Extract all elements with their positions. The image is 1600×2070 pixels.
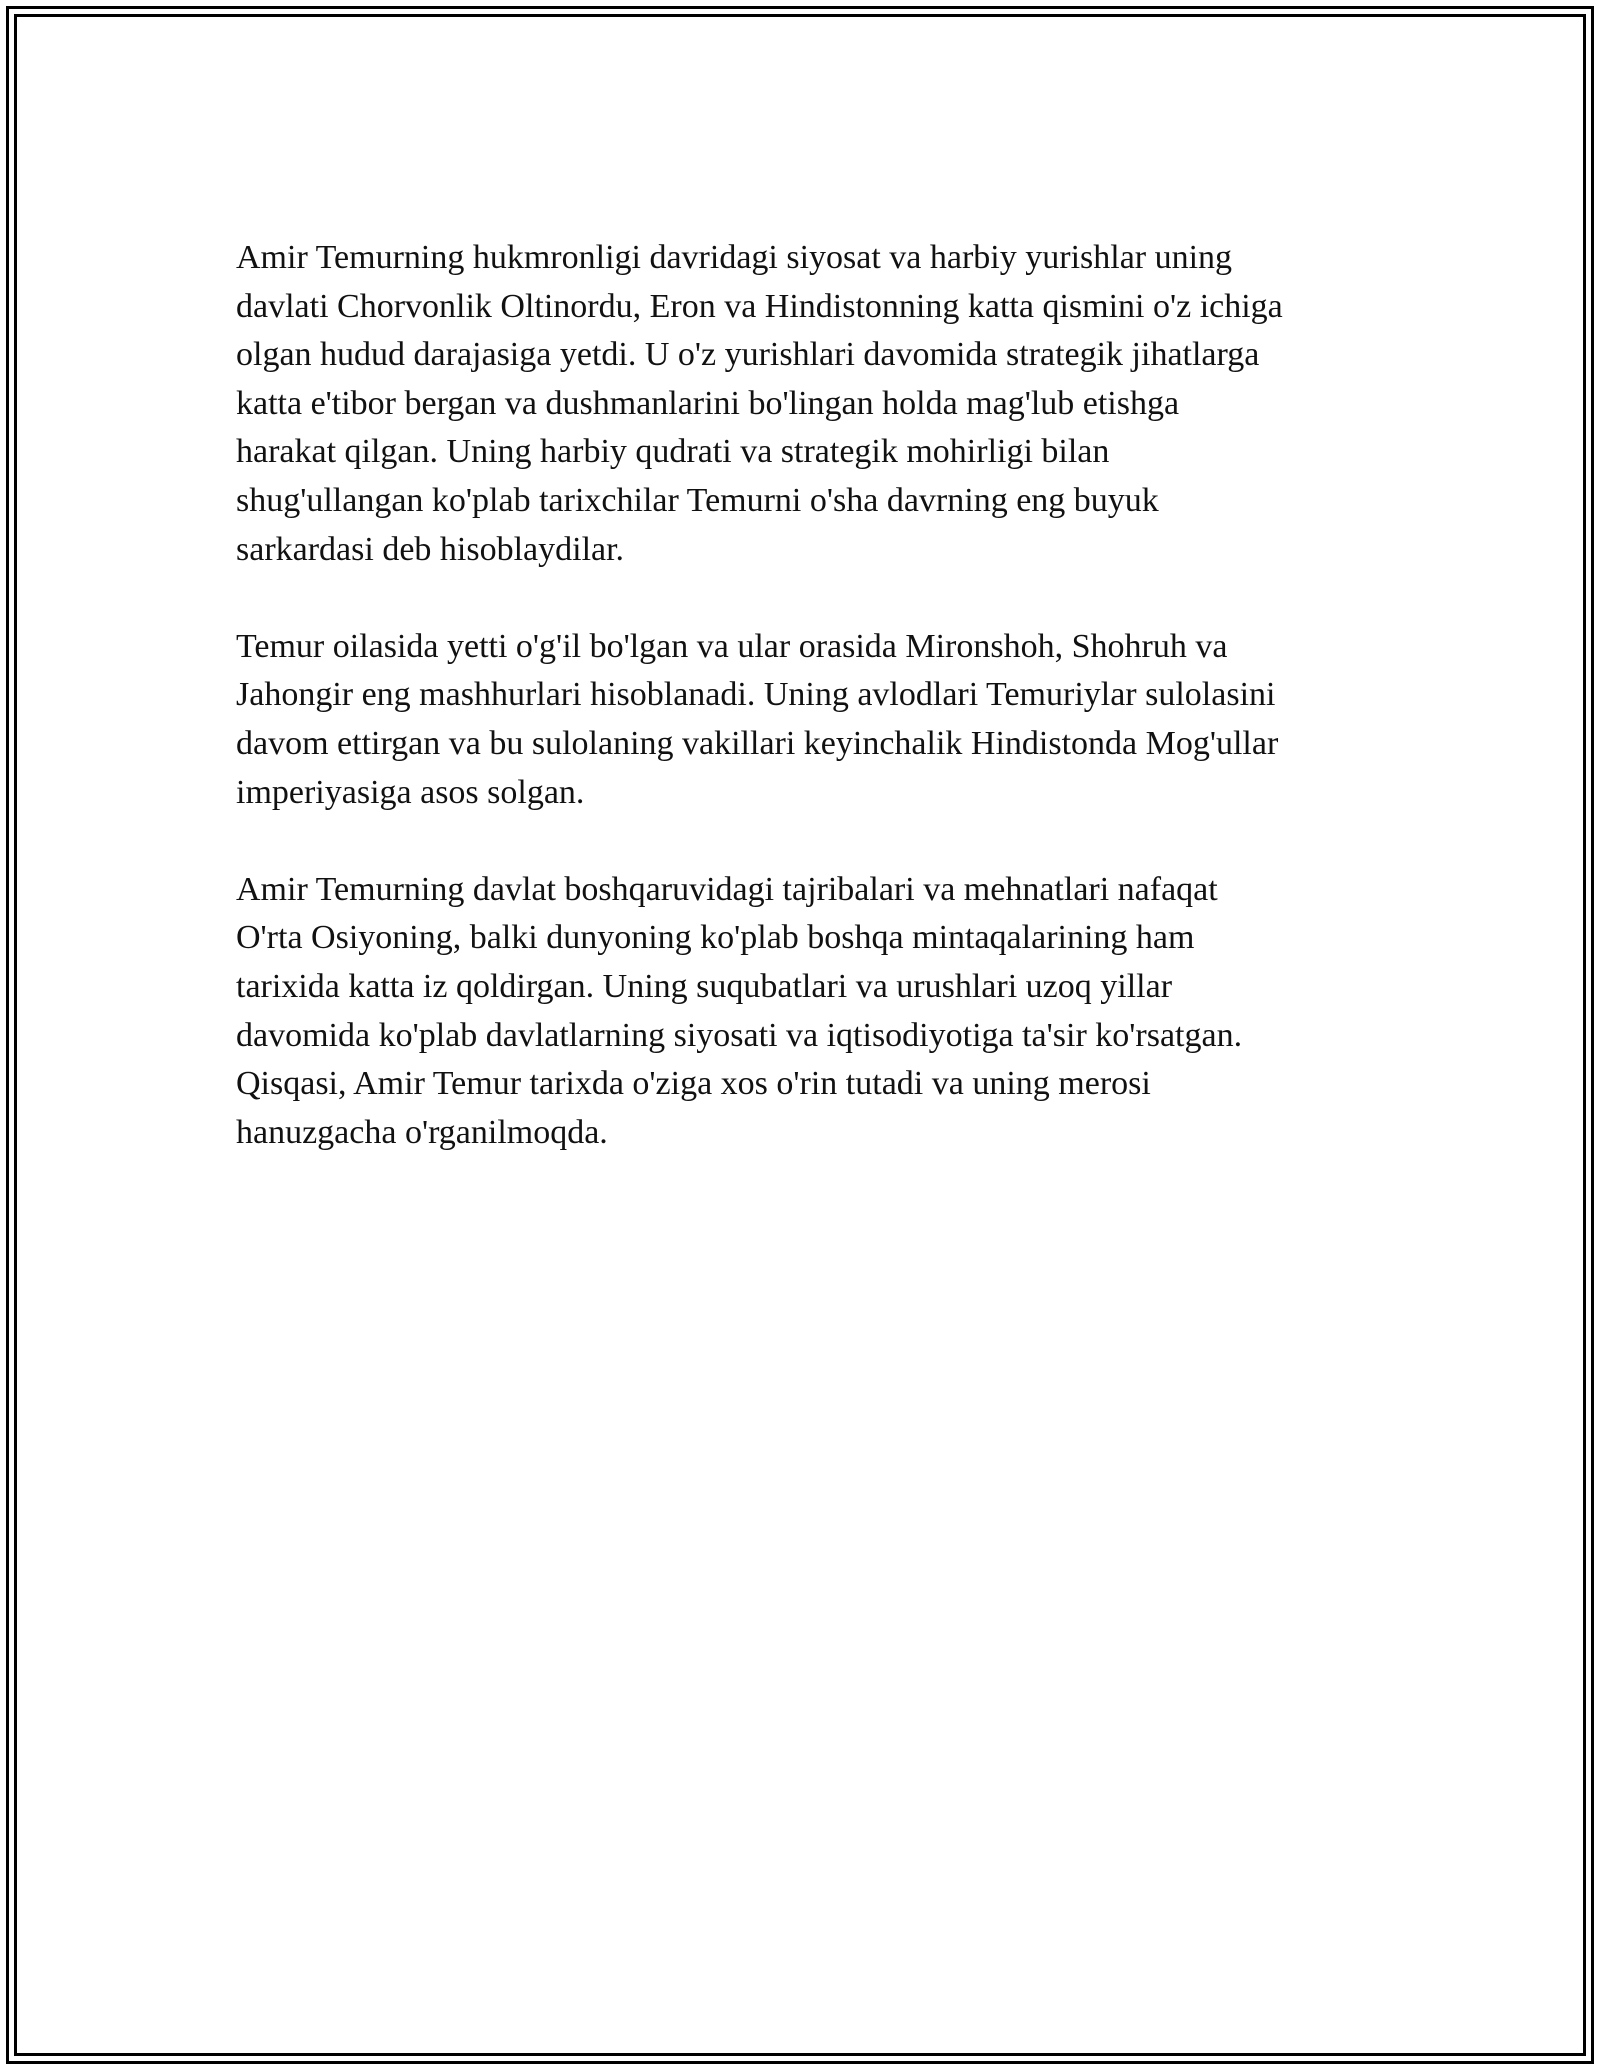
paragraph-line: shug'ullangan ko'plab tarixchilar Temurni o'sha davrning eng buyuk <box>236 481 1159 519</box>
paragraph-line: tarixida katta iz qoldirgan. Uning suqubatlari va urushlari uzoq yillar <box>236 967 1173 1005</box>
paragraph-line: sarkardasi deb hisoblaydilar. <box>236 530 625 568</box>
paragraph-line: hanuzgacha o'rganilmoqda. <box>236 1113 608 1151</box>
paragraph-line: harakat qilgan. Uning harbiy qudrati va strategik mohirligi bilan <box>236 433 1110 471</box>
paragraph-line: Amir Temurning davlat boshqaruvidagi tajribalari va mehnatlari nafaqat <box>236 870 1218 908</box>
paragraph-line: Jahongir eng mashhurlari hisoblanadi. Uning avlodlari Temuriylar sulolasini <box>236 676 1276 714</box>
paragraph-line: imperiyasiga asos solgan. <box>236 773 585 811</box>
paragraph-line: Temur oilasida yetti o'g'il bo'lgan va ular orasida Mironshoh, Shohruh va <box>236 627 1228 665</box>
paragraph-line: davlati Chorvonlik Oltinordu, Eron va Hindistonning katta qismini o'z ichiga <box>236 287 1283 325</box>
paragraph-line: davomida ko'plab davlatlarning siyosati va iqtisodiyotiga ta'sir ko'rsatgan. <box>236 1016 1243 1054</box>
paragraph-3 <box>236 866 1376 1158</box>
document-body <box>236 234 1376 1206</box>
paragraph-1 <box>236 234 1376 574</box>
paragraph-line: davom ettirgan va bu sulolaning vakillari keyinchalik Hindistonda Mog'ullar <box>236 724 1279 762</box>
paragraph-2 <box>236 623 1376 817</box>
paragraph-line: O'rta Osiyoning, balki dunyoning ko'plab boshqa mintaqalarining ham <box>236 919 1195 957</box>
paragraph-line: Amir Temurning hukmronligi davridagi siyosat va harbiy yurishlar uning <box>236 239 1233 276</box>
paragraph-line: katta e'tibor bergan va dushmanlarini bo'lingan holda mag'lub etishga <box>236 384 1180 422</box>
paragraph-line: Qisqasi, Amir Temur tarixda o'ziga xos o'rin tutadi va uning merosi <box>236 1065 1151 1103</box>
paragraph-line: olgan hudud darajasiga yetdi. U o'z yurishlari davomida strategik jihatlarga <box>236 336 1260 374</box>
